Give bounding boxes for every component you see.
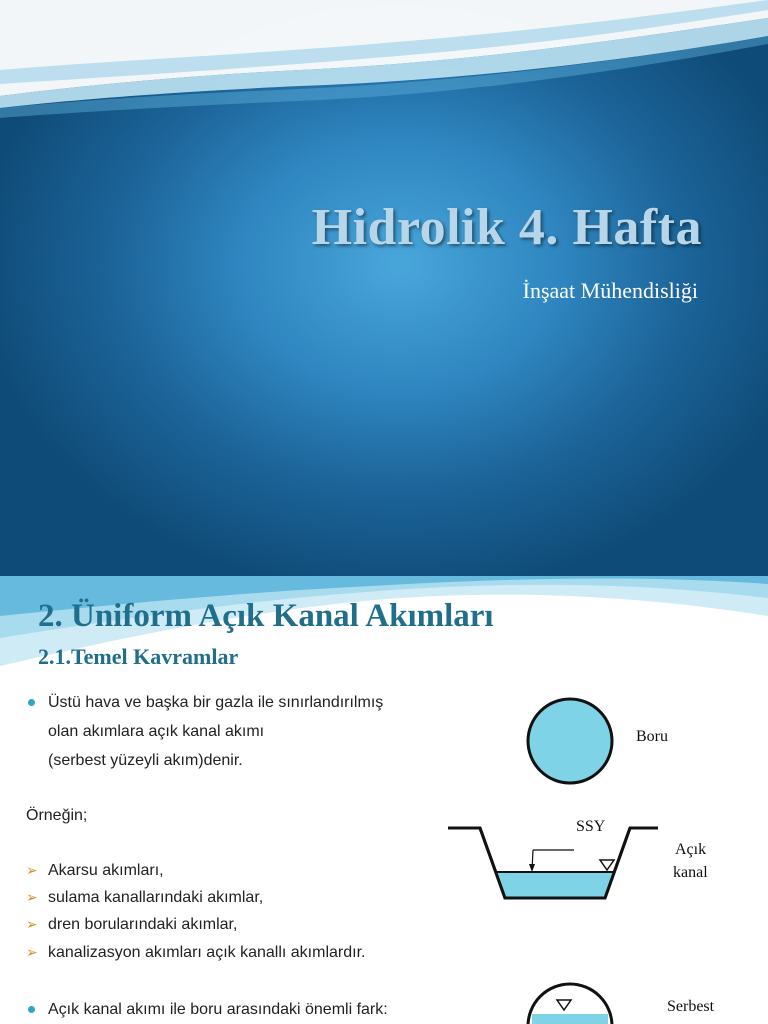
section-title: 2. Üniform Açık Kanal Akımları <box>38 598 494 634</box>
slide-title: Hidrolik 4. Hafta <box>311 199 702 256</box>
open-channel-label: kanal <box>673 864 708 881</box>
example-label: Örneğin; <box>26 807 88 824</box>
bullet-dot <box>28 1006 35 1013</box>
pipe-label: Boru <box>636 728 668 745</box>
example-item: Akarsu akımları, <box>48 862 164 879</box>
partial-pipe-water <box>532 1014 608 1024</box>
content-slide <box>0 576 768 1024</box>
bullet-dot <box>28 699 35 706</box>
arrow-bullet-icon: ➢ <box>26 863 38 879</box>
arrow-bullet-icon: ➢ <box>26 890 38 906</box>
bullet-text-line: olan akımlara açık kanal akımı <box>48 723 265 740</box>
bullet-text-line: Üstü hava ve başka bir gazla ile sınırlandırılmış <box>48 694 384 711</box>
pipe-circle <box>528 699 612 783</box>
example-item: kanalizasyon akımları açık kanallı akımlardır. <box>48 944 366 961</box>
free-surface-label: Serbest <box>667 998 715 1015</box>
open-channel-label: Açık <box>675 841 707 858</box>
ssy-label: SSY <box>576 818 606 835</box>
slide-subtitle: İnşaat Mühendisliği <box>522 278 698 303</box>
example-item: sulama kanallarındaki akımlar, <box>48 889 264 906</box>
ssy-arrowhead <box>529 864 535 872</box>
arrow-bullet-icon: ➢ <box>26 917 38 933</box>
bullet-text-line: (serbest yüzeyli akım)denir. <box>48 752 243 769</box>
example-item: dren borularındaki akımlar, <box>48 916 238 933</box>
bullet-text-line: Açık kanal akımı ile boru arasındaki önemli fark: <box>48 1001 388 1018</box>
arrow-bullet-icon: ➢ <box>26 945 38 961</box>
channel-water <box>497 872 613 898</box>
section-subtitle: 2.1.Temel Kavramlar <box>38 644 239 669</box>
water-level-icon <box>600 860 614 870</box>
